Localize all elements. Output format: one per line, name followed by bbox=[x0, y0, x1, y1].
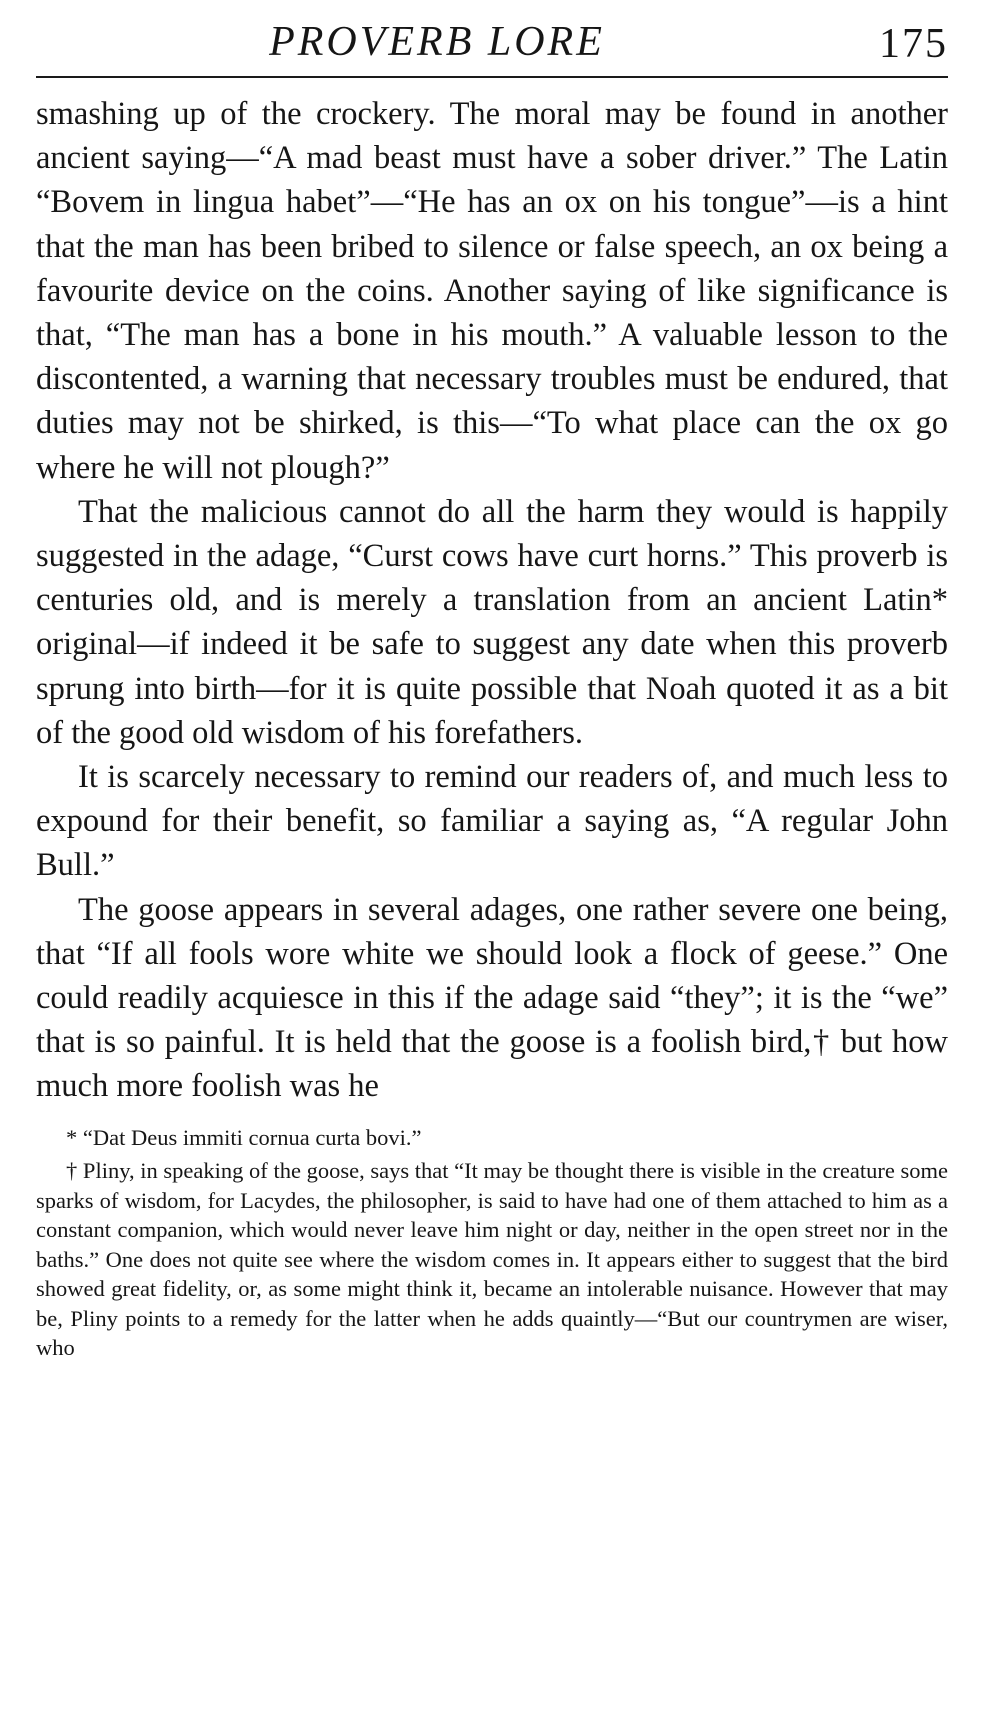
page-header bbox=[36, 14, 948, 78]
paragraph: That the malicious cannot do all the harm they would is happily suggested in the adage, “Curst cows have curt horns.” This proverb is centuries old, and is merely a translation from an ancient Latin* original—if indeed it be safe to suggest any date when this proverb sprung into birth—for it is quite possible that Noah quoted it as a bit of the good old wisdom of his forefathers. bbox=[36, 493, 948, 751]
paragraph: The goose appears in several adages, one rather severe one being, that “If all fools wore white we should look a flock of geese.” One could readily acquiesce in this if the adage said “they”; it is the “we” that is so painful. It is held that the goose is a foolish bird,† but how much more foolish was he bbox=[36, 891, 948, 1105]
running-head: PROVERB LORE bbox=[269, 19, 605, 65]
page-number: 175 bbox=[879, 21, 948, 67]
paragraph-continued: smashing up of the crockery. The moral may be found in another ancient saying—“A mad beast must have a sober driver.” The Latin “Bovem in lingua habet”—“He has an ox on his tongue”—is a hint that the man has been bribed to silence or false speech, an ox being a favourite device on the coins. Another saying of like significance is that, “The man has a bone in his mouth.” A valuable lesson to the discontented, a warning that necessary troubles must be endured, that duties may not be shirked, is this—“To what place can the ox go where he will not plough?” bbox=[36, 96, 948, 486]
footnote-asterisk: * “Dat Deus immiti cornua curta bovi.” bbox=[66, 1124, 422, 1150]
body-text bbox=[36, 92, 948, 1109]
book-page bbox=[36, 14, 948, 1363]
footnotes bbox=[36, 1123, 948, 1363]
footnote-dagger: † Pliny, in speaking of the goose, says that “It may be thought there is visible in the creature some sparks of wisdom, for Lacydes, the philosopher, is said to have had one of them attached to him as a constant companion, which would never leave him night or day, neither in the open street nor in the baths.” One does not quite see where the wisdom comes in. It appears either to suggest that the bird showed great fidelity, or, as some might think it, became an intolerable nuisance. However that may be, Pliny points to a remedy for the latter when he adds quaintly—“But our countrymen are wiser, who bbox=[36, 1158, 948, 1361]
paragraph: It is scarcely necessary to remind our readers of, and much less to expound for their benefit, so familiar a saying as, “A regular John Bull.” bbox=[36, 759, 948, 884]
